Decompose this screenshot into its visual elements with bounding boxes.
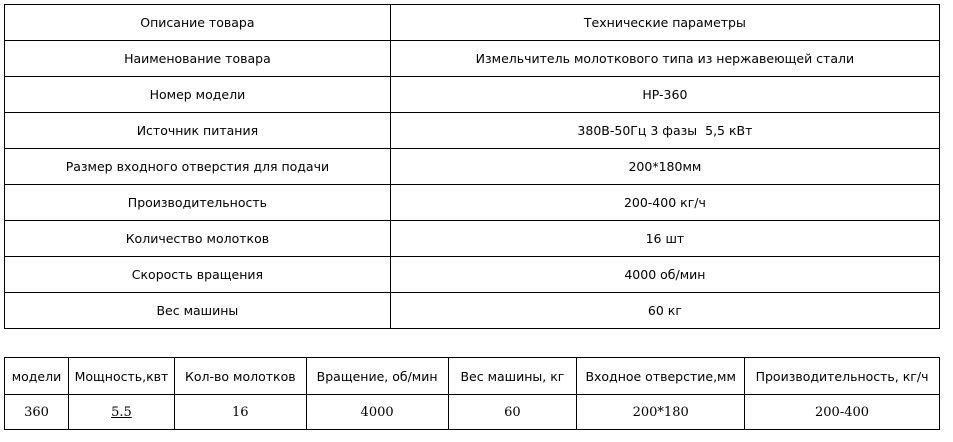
table-cell: 200-400	[745, 395, 940, 430]
table-cell: Номер модели	[5, 77, 391, 113]
header-cell: Мощность,квт	[68, 358, 174, 395]
table-cell: HP-360	[390, 77, 939, 113]
table-cell	[68, 395, 174, 430]
table-cell: 360	[5, 395, 69, 430]
table-cell: Количество молотков	[5, 221, 391, 257]
table-cell: Измельчитель молоткового типа из нержавеющей стали	[390, 41, 939, 77]
table-cell: Технические параметры	[390, 5, 939, 41]
table-header-row	[5, 358, 940, 395]
table-cell: 16 шт	[390, 221, 939, 257]
table-cell: 380В-50Гц 3 фазы 5,5 кВт	[390, 113, 939, 149]
table-row	[5, 185, 940, 221]
summary-table	[4, 357, 940, 430]
table-cell: Вес машины	[5, 293, 391, 329]
table-cell: 4000 об/мин	[390, 257, 939, 293]
header-cell: Кол-во молотков	[174, 358, 306, 395]
header-cell: Вес машины, кг	[448, 358, 577, 395]
table-row	[5, 149, 940, 185]
header-cell: Вращение, об/мин	[306, 358, 448, 395]
table-row	[5, 293, 940, 329]
table-cell: Источник питания	[5, 113, 391, 149]
table-cell: Скорость вращения	[5, 257, 391, 293]
table-cell: 200*180	[577, 395, 745, 430]
table-row	[5, 5, 940, 41]
table-cell: 200-400 кг/ч	[390, 185, 939, 221]
table-cell: Наименование товара	[5, 41, 391, 77]
table-cell: Производительность	[5, 185, 391, 221]
spec-table	[4, 4, 940, 329]
table-row	[5, 41, 940, 77]
table-cell: 60	[448, 395, 577, 430]
header-cell: Производительность, кг/ч	[745, 358, 940, 395]
table-cell: 4000	[306, 395, 448, 430]
table-row	[5, 257, 940, 293]
table-row	[5, 77, 940, 113]
power-value: 5.5	[111, 404, 132, 420]
table-row	[5, 395, 940, 430]
table-cell: 16	[174, 395, 306, 430]
table-cell: Размер входного отверстия для подачи	[5, 149, 391, 185]
header-cell: модели	[5, 358, 69, 395]
table-cell: 200*180мм	[390, 149, 939, 185]
table-row	[5, 221, 940, 257]
table-row	[5, 113, 940, 149]
table-cell: 60 кг	[390, 293, 939, 329]
table-cell: Описание товара	[5, 5, 391, 41]
header-cell: Входное отверстие,мм	[577, 358, 745, 395]
